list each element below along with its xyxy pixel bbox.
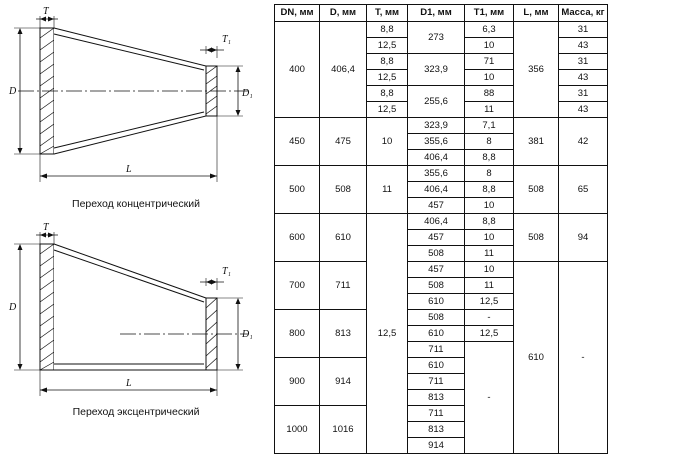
cell-m: 94 [559, 214, 608, 262]
cell-l-merged: 610 [514, 262, 559, 454]
header-d1: D1, мм [408, 5, 465, 22]
figure-concentric [0, 6, 272, 196]
cell-d1: 711 [408, 342, 465, 358]
label-D1-eccentric: D₁ [242, 329, 253, 340]
header-m: Масса, кг [559, 5, 608, 22]
cell-t-merged: 12,5 [367, 214, 408, 454]
cell-d: 813 [320, 310, 367, 358]
cell-d: 711 [320, 262, 367, 310]
cell-t1: 10 [465, 70, 514, 86]
cell-m: 31 [559, 22, 608, 38]
cell-t: 12,5 [367, 102, 408, 118]
cell-d1: 914 [408, 438, 465, 454]
label-D-concentric: D [9, 86, 17, 97]
cell-d: 475 [320, 118, 367, 166]
cell-d1: 508 [408, 246, 465, 262]
cell-l: 508 [514, 214, 559, 262]
cell-t1: 12,5 [465, 326, 514, 342]
cell-d: 508 [320, 166, 367, 214]
specification-table-wrap [274, 4, 698, 454]
cell-t1: 11 [465, 278, 514, 294]
caption-concentric: Переход концентрический [72, 198, 200, 210]
cell-t1: 8,8 [465, 182, 514, 198]
cell-t1: 7,1 [465, 118, 514, 134]
cell-d1: 711 [408, 406, 465, 422]
label-T-eccentric: T [43, 222, 49, 233]
label-D-eccentric: D [9, 302, 17, 313]
table-row [275, 214, 608, 230]
table-header-row [275, 5, 608, 22]
cell-d1: 355,6 [408, 166, 465, 182]
cell-d1: 355,6 [408, 134, 465, 150]
cell-t: 10 [367, 118, 408, 166]
table-row [275, 262, 608, 278]
cell-d1: 813 [408, 390, 465, 406]
cell-dn: 450 [275, 118, 320, 166]
label-T1-eccentric: T₁ [222, 266, 232, 277]
cell-t: 8,8 [367, 86, 408, 102]
cell-d1: 406,4 [408, 150, 465, 166]
cell-d1: 406,4 [408, 214, 465, 230]
cell-t1: 88 [465, 86, 514, 102]
cell-t1: 11 [465, 246, 514, 262]
label-T1-concentric: T₁ [222, 34, 232, 45]
label-D1-concentric: D₁ [242, 88, 253, 99]
cell-m: 43 [559, 102, 608, 118]
header-t: T, мм [367, 5, 408, 22]
cell-t1: 12,5 [465, 294, 514, 310]
cell-m: 43 [559, 70, 608, 86]
label-L-eccentric: L [126, 378, 132, 389]
cell-d1: 255,6 [408, 86, 465, 118]
cell-t1: - [465, 310, 514, 326]
cell-m: 42 [559, 118, 608, 166]
cell-dn: 600 [275, 214, 320, 262]
cell-d1: 406,4 [408, 182, 465, 198]
cell-d1: 508 [408, 310, 465, 326]
specification-table [274, 4, 608, 454]
header-t1: T1, мм [465, 5, 514, 22]
cell-d1: 610 [408, 326, 465, 342]
cell-d: 406,4 [320, 22, 367, 118]
cell-d1: 610 [408, 294, 465, 310]
cell-m: 43 [559, 38, 608, 54]
cell-t1: 8,8 [465, 214, 514, 230]
cell-t1: 10 [465, 38, 514, 54]
cell-t: 12,5 [367, 38, 408, 54]
cell-d1: 813 [408, 422, 465, 438]
cell-t1: 6,3 [465, 22, 514, 38]
eccentric-drawing-svg [0, 222, 272, 402]
cell-m: 65 [559, 166, 608, 214]
cell-t1: 11 [465, 102, 514, 118]
cell-l: 356 [514, 22, 559, 118]
table-row [275, 166, 608, 182]
cell-d: 914 [320, 358, 367, 406]
cell-m: 31 [559, 54, 608, 70]
cell-d1: 457 [408, 230, 465, 246]
cell-d1: 323,9 [408, 54, 465, 86]
cell-t1: 8,8 [465, 150, 514, 166]
cell-d1: 508 [408, 278, 465, 294]
cell-m: 31 [559, 86, 608, 102]
cell-d1: 457 [408, 262, 465, 278]
header-dn: DN, мм [275, 5, 320, 22]
cell-dn: 1000 [275, 406, 320, 454]
cell-d1: 323,9 [408, 118, 465, 134]
cell-t: 8,8 [367, 54, 408, 70]
cell-t1: 10 [465, 262, 514, 278]
concentric-drawing-svg [0, 6, 272, 196]
cell-t: 8,8 [367, 22, 408, 38]
cell-dn: 900 [275, 358, 320, 406]
cell-dn: 400 [275, 22, 320, 118]
header-d: D, мм [320, 5, 367, 22]
cell-d1: 610 [408, 358, 465, 374]
cell-d: 610 [320, 214, 367, 262]
cell-t1: 8 [465, 166, 514, 182]
cell-t: 12,5 [367, 70, 408, 86]
cell-t1-merged: - [465, 342, 514, 454]
cell-t1: 71 [465, 54, 514, 70]
cell-dn: 800 [275, 310, 320, 358]
cell-d: 1016 [320, 406, 367, 454]
cell-t1: 10 [465, 198, 514, 214]
cell-t1: 8 [465, 134, 514, 150]
cell-t1: 10 [465, 230, 514, 246]
label-L-concentric: L [126, 164, 132, 175]
label-T-concentric: T [43, 6, 49, 17]
cell-d1: 457 [408, 198, 465, 214]
cell-l: 381 [514, 118, 559, 166]
cell-t: 11 [367, 166, 408, 214]
figure-eccentric [0, 222, 272, 402]
cell-dn: 700 [275, 262, 320, 310]
header-l: L, мм [514, 5, 559, 22]
cell-d1: 711 [408, 374, 465, 390]
caption-eccentric: Переход эксцентрический [72, 406, 200, 418]
table-row [275, 118, 608, 134]
table-row [275, 22, 608, 38]
cell-dn: 500 [275, 166, 320, 214]
cell-d1: 273 [408, 22, 465, 54]
cell-m-merged: - [559, 262, 608, 454]
cell-l: 508 [514, 166, 559, 214]
drawings-panel [0, 0, 272, 450]
